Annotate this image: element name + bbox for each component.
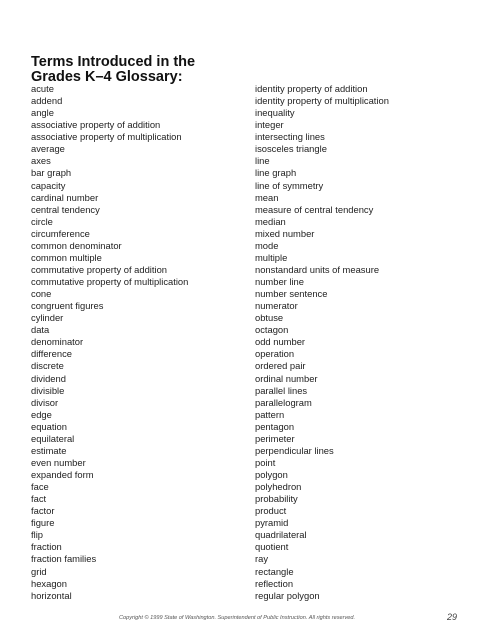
glossary-term: ordered pair [255,360,306,372]
page-footer [0,611,495,625]
glossary-term: divisor [31,396,59,408]
glossary-term: denominator [31,336,84,348]
glossary-term: parallel lines [255,384,308,396]
glossary-term: product [255,505,287,517]
glossary-term: divisible [31,384,65,396]
copyright-notice: Copyright © 1999 State of Washington. Superintendent of Public Instruction. All rights reserved. [119,615,356,621]
glossary-term: operation [255,348,295,360]
glossary-term: fact [31,493,47,505]
glossary-term: identity property of addition [255,83,368,94]
glossary-term: grid [31,565,47,577]
glossary-term: intersecting lines [255,131,325,143]
glossary-term: bar graph [31,167,72,179]
page-title [31,55,251,85]
glossary-term: median [255,215,286,227]
glossary-term: discrete [31,360,64,372]
glossary-term: face [31,481,49,493]
glossary-term: mixed number [255,227,315,239]
glossary-term: probability [255,493,298,505]
glossary-term: mode [255,239,279,251]
page-title-line-1: Terms Introduced in the [31,53,196,70]
glossary-term: common multiple [31,251,102,263]
glossary-term: even number [31,456,86,468]
glossary-term: associative property of multiplication [31,131,182,143]
glossary-term: pattern [255,408,285,420]
glossary-term: cardinal number [31,191,99,203]
glossary-term: regular polygon [255,589,320,601]
glossary-term: integer [255,119,284,131]
glossary-term: addend [31,95,63,107]
glossary-term: line of symmetry [255,179,324,191]
glossary-term: cone [31,288,52,300]
glossary-term: flip [31,529,43,541]
glossary-term: nonstandard units of measure [255,263,380,275]
glossary-term: central tendency [31,203,100,215]
glossary-term: perimeter [255,432,295,444]
glossary-term: edge [31,408,52,420]
glossary-term: angle [31,107,54,119]
glossary-term: dividend [31,372,66,384]
glossary-term: axes [31,155,51,167]
glossary-term: figure [31,517,55,529]
glossary-term: numerator [255,300,298,312]
glossary-term: congruent figures [31,300,104,312]
glossary-term: rectangle [255,565,294,577]
glossary-term: estimate [31,444,67,456]
glossary-term: circle [31,215,53,227]
glossary-term: line [255,155,270,167]
glossary-term: identity property of multiplication [255,95,389,107]
glossary-term: polygon [255,469,288,480]
page-title-line-2: Grades K–4 Glossary: [31,68,183,85]
glossary-term: octagon [255,324,289,336]
glossary-term: quotient [255,541,289,553]
glossary-term: expanded form [31,469,94,480]
glossary-terms-right-column [255,83,475,602]
glossary-term: horizontal [31,589,72,601]
glossary-term: ordinal number [255,372,318,384]
glossary-term: obtuse [255,312,284,324]
glossary-term: parallelogram [255,396,312,408]
glossary-term: pentagon [255,420,295,432]
glossary-terms-left-column [31,83,251,602]
glossary-term: circumference [31,227,90,239]
glossary-term: line graph [255,167,297,179]
glossary-term: inequality [255,107,295,119]
glossary-term: polyhedron [255,481,302,493]
glossary-term: average [31,143,65,155]
glossary-term: equation [31,420,67,432]
glossary-term: hexagon [31,577,67,589]
glossary-term: commutative property of multiplication [31,276,189,287]
glossary-term: associative property of addition [31,119,161,131]
glossary-term: commutative property of addition [31,263,168,275]
glossary-term: acute [31,83,54,94]
glossary-term: mean [255,191,279,203]
glossary-term: multiple [255,251,288,263]
page-number: 29 [447,612,458,622]
glossary-term: pyramid [255,517,289,529]
glossary-term: cylinder [31,312,64,324]
glossary-term: fraction families [31,553,97,565]
glossary-term: number line [255,276,304,287]
glossary-term: data [31,324,50,336]
glossary-term: capacity [31,179,66,191]
glossary-term: ray [255,553,269,565]
glossary-term: difference [31,348,73,360]
glossary-term: perpendicular lines [255,444,334,456]
glossary-term: number sentence [255,288,328,300]
glossary-term: fraction [31,541,62,553]
glossary-term: odd number [255,336,306,348]
glossary-term: reflection [255,577,294,589]
glossary-term: common denominator [31,239,122,251]
glossary-term: quadrilateral [255,529,307,541]
glossary-term: factor [31,505,55,517]
glossary-term: equilateral [31,432,75,444]
glossary-term: measure of central tendency [255,203,374,215]
glossary-term: point [255,456,276,468]
glossary-term: isosceles triangle [255,143,327,155]
